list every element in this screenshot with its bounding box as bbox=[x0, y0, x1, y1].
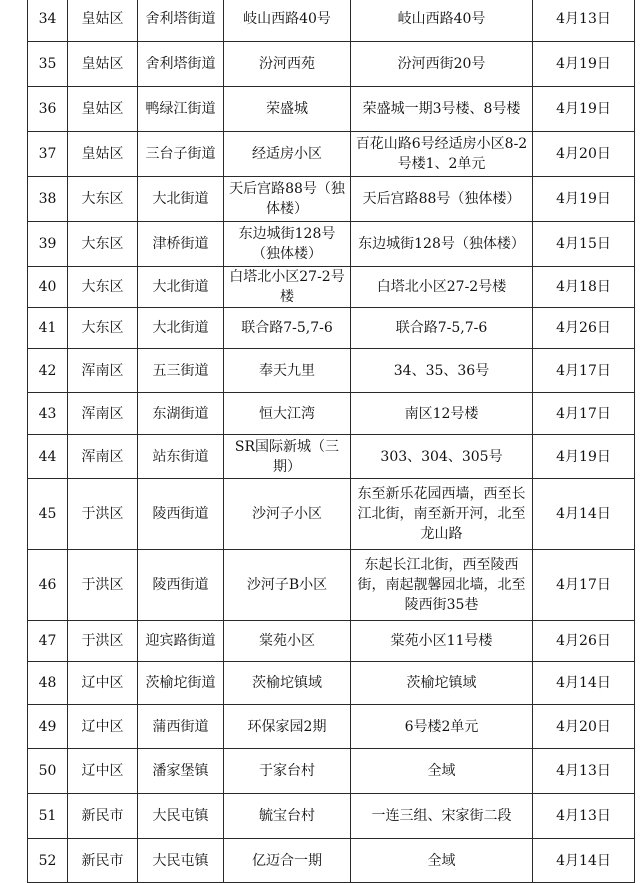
date-cell: 4月15日 bbox=[533, 222, 635, 267]
address-cell: 汾河西街20号 bbox=[351, 42, 533, 87]
community-cell: 汾河西苑 bbox=[224, 42, 351, 87]
street-cell: 大北街道 bbox=[138, 267, 224, 308]
date-cell: 4月13日 bbox=[533, 749, 635, 794]
address-cell: 东边城街128号（独体楼） bbox=[351, 222, 533, 267]
date-cell: 4月26日 bbox=[533, 621, 635, 662]
row-number-cell: 40 bbox=[28, 267, 68, 308]
address-cell: 联合路7-5,7-6 bbox=[351, 308, 533, 349]
community-cell: 经适房小区 bbox=[224, 132, 351, 177]
district-cell: 于洪区 bbox=[68, 479, 138, 550]
community-cell: 奉天九里 bbox=[224, 349, 351, 393]
date-cell: 4月19日 bbox=[533, 42, 635, 87]
address-cell: 全域 bbox=[351, 749, 533, 794]
street-cell: 五三街道 bbox=[138, 349, 224, 393]
street-cell: 大北街道 bbox=[138, 308, 224, 349]
community-cell: 白塔北小区27-2号楼 bbox=[224, 267, 351, 308]
address-cell: 荣盛城一期3号楼、8号楼 bbox=[351, 87, 533, 132]
row-number-cell: 45 bbox=[28, 479, 68, 550]
row-number-cell: 49 bbox=[28, 705, 68, 749]
date-cell: 4月20日 bbox=[533, 705, 635, 749]
community-cell: 联合路7-5,7-6 bbox=[224, 308, 351, 349]
row-number-cell: 42 bbox=[28, 349, 68, 393]
district-cell: 浑南区 bbox=[68, 435, 138, 479]
community-cell: 毓宝台村 bbox=[224, 794, 351, 839]
district-cell: 浑南区 bbox=[68, 393, 138, 435]
community-cell: 沙河子B小区 bbox=[224, 550, 351, 621]
address-cell: 天后宫路88号（独体楼） bbox=[351, 177, 533, 222]
date-cell: 4月17日 bbox=[533, 550, 635, 621]
row-number-cell: 38 bbox=[28, 177, 68, 222]
table-row bbox=[28, 349, 635, 393]
table-row bbox=[28, 749, 635, 794]
row-number-cell: 52 bbox=[28, 839, 68, 883]
community-cell: 茨榆坨镇域 bbox=[224, 662, 351, 705]
community-cell: 棠苑小区 bbox=[224, 621, 351, 662]
address-cell: 东起长江北街，西至陵西街，南起靓馨园北墙，北至陵西街35巷 bbox=[351, 550, 533, 621]
community-cell: 亿迈合一期 bbox=[224, 839, 351, 883]
table-row bbox=[28, 222, 635, 267]
address-cell: 白塔北小区27-2号楼 bbox=[351, 267, 533, 308]
district-cell: 于洪区 bbox=[68, 550, 138, 621]
date-cell: 4月18日 bbox=[533, 267, 635, 308]
row-number-cell: 41 bbox=[28, 308, 68, 349]
district-cell: 新民市 bbox=[68, 839, 138, 883]
street-cell: 潘家堡镇 bbox=[138, 749, 224, 794]
district-cell: 辽中区 bbox=[68, 662, 138, 705]
district-cell: 皇姑区 bbox=[68, 0, 138, 42]
table-row bbox=[28, 308, 635, 349]
date-cell: 4月13日 bbox=[533, 0, 635, 42]
area-list-table bbox=[27, 0, 635, 883]
community-cell: SR国际新城（三期） bbox=[224, 435, 351, 479]
street-cell: 蒲西街道 bbox=[138, 705, 224, 749]
table-body bbox=[28, 0, 635, 883]
community-cell: 天后宫路88号（独体楼） bbox=[224, 177, 351, 222]
row-number-cell: 43 bbox=[28, 393, 68, 435]
table-row bbox=[28, 550, 635, 621]
street-cell: 陵西街道 bbox=[138, 479, 224, 550]
table-row bbox=[28, 87, 635, 132]
table-row bbox=[28, 662, 635, 705]
street-cell: 舍利塔街道 bbox=[138, 0, 224, 42]
date-cell: 4月17日 bbox=[533, 349, 635, 393]
table-row bbox=[28, 794, 635, 839]
table-row bbox=[28, 393, 635, 435]
community-cell: 环保家园2期 bbox=[224, 705, 351, 749]
date-cell: 4月19日 bbox=[533, 177, 635, 222]
address-cell: 全域 bbox=[351, 839, 533, 883]
district-cell: 辽中区 bbox=[68, 749, 138, 794]
address-cell: 棠苑小区11号楼 bbox=[351, 621, 533, 662]
date-cell: 4月17日 bbox=[533, 393, 635, 435]
table-row bbox=[28, 177, 635, 222]
street-cell: 陵西街道 bbox=[138, 550, 224, 621]
row-number-cell: 48 bbox=[28, 662, 68, 705]
date-cell: 4月14日 bbox=[533, 839, 635, 883]
street-cell: 大民屯镇 bbox=[138, 794, 224, 839]
district-cell: 大东区 bbox=[68, 222, 138, 267]
address-cell: 南区12号楼 bbox=[351, 393, 533, 435]
table-row bbox=[28, 705, 635, 749]
row-number-cell: 50 bbox=[28, 749, 68, 794]
district-cell: 大东区 bbox=[68, 267, 138, 308]
table-row bbox=[28, 435, 635, 479]
row-number-cell: 51 bbox=[28, 794, 68, 839]
date-cell: 4月26日 bbox=[533, 308, 635, 349]
date-cell: 4月14日 bbox=[533, 479, 635, 550]
street-cell: 大北街道 bbox=[138, 177, 224, 222]
row-number-cell: 37 bbox=[28, 132, 68, 177]
street-cell: 站东街道 bbox=[138, 435, 224, 479]
street-cell: 津桥街道 bbox=[138, 222, 224, 267]
community-cell: 恒大江湾 bbox=[224, 393, 351, 435]
street-cell: 茨榆坨街道 bbox=[138, 662, 224, 705]
date-cell: 4月19日 bbox=[533, 87, 635, 132]
row-number-cell: 34 bbox=[28, 0, 68, 42]
address-cell: 东至新乐花园西墙，西至长江北街，南至新开河，北至龙山路 bbox=[351, 479, 533, 550]
row-number-cell: 35 bbox=[28, 42, 68, 87]
date-cell: 4月20日 bbox=[533, 132, 635, 177]
community-cell: 东边城街128号（独体楼） bbox=[224, 222, 351, 267]
table-row bbox=[28, 839, 635, 883]
row-number-cell: 36 bbox=[28, 87, 68, 132]
address-cell: 岐山西路40号 bbox=[351, 0, 533, 42]
table-row bbox=[28, 479, 635, 550]
table-row bbox=[28, 0, 635, 42]
district-cell: 新民市 bbox=[68, 794, 138, 839]
street-cell: 迎宾路街道 bbox=[138, 621, 224, 662]
address-cell: 一连三组、宋家街二段 bbox=[351, 794, 533, 839]
address-cell: 303、304、305号 bbox=[351, 435, 533, 479]
district-cell: 于洪区 bbox=[68, 621, 138, 662]
district-cell: 大东区 bbox=[68, 177, 138, 222]
date-cell: 4月13日 bbox=[533, 794, 635, 839]
address-cell: 34、35、36号 bbox=[351, 349, 533, 393]
community-cell: 荣盛城 bbox=[224, 87, 351, 132]
street-cell: 三台子街道 bbox=[138, 132, 224, 177]
street-cell: 东湖街道 bbox=[138, 393, 224, 435]
row-number-cell: 44 bbox=[28, 435, 68, 479]
table-row bbox=[28, 267, 635, 308]
date-cell: 4月19日 bbox=[533, 435, 635, 479]
row-number-cell: 46 bbox=[28, 550, 68, 621]
row-number-cell: 47 bbox=[28, 621, 68, 662]
district-cell: 皇姑区 bbox=[68, 42, 138, 87]
district-cell: 辽中区 bbox=[68, 705, 138, 749]
address-cell: 茨榆坨镇域 bbox=[351, 662, 533, 705]
district-cell: 大东区 bbox=[68, 308, 138, 349]
date-cell: 4月14日 bbox=[533, 662, 635, 705]
street-cell: 鸭绿江街道 bbox=[138, 87, 224, 132]
street-cell: 舍利塔街道 bbox=[138, 42, 224, 87]
row-number-cell: 39 bbox=[28, 222, 68, 267]
district-cell: 皇姑区 bbox=[68, 87, 138, 132]
district-cell: 浑南区 bbox=[68, 349, 138, 393]
table-row bbox=[28, 621, 635, 662]
community-cell: 于家台村 bbox=[224, 749, 351, 794]
table-row bbox=[28, 42, 635, 87]
district-cell: 皇姑区 bbox=[68, 132, 138, 177]
address-cell: 百花山路6号经适房小区8-2号楼1、2单元 bbox=[351, 132, 533, 177]
community-cell: 沙河子小区 bbox=[224, 479, 351, 550]
community-cell: 岐山西路40号 bbox=[224, 0, 351, 42]
address-cell: 6号楼2单元 bbox=[351, 705, 533, 749]
street-cell: 大民屯镇 bbox=[138, 839, 224, 883]
table-row bbox=[28, 132, 635, 177]
